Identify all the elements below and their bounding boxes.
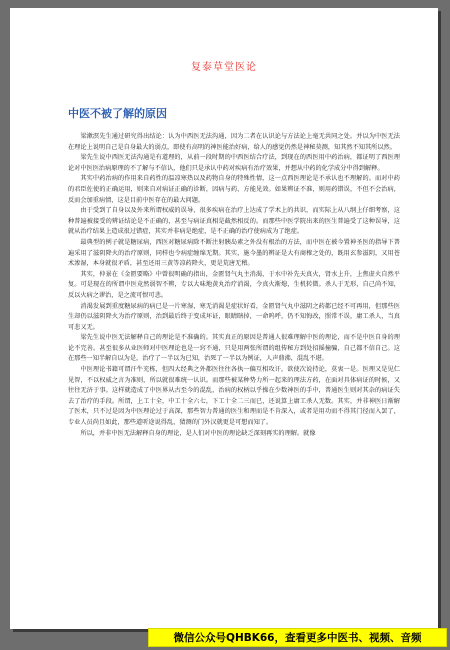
paragraph: 最典型的例子就是糖尿病，西医对糖尿病除不断注射胰岛素之外没有根治的方法，而中医在被今置神圣医的指导下普遍采用了滋阴降火的治疗原则，同样也令病症缠绵无期。其实，施今墨的辨证是大有商榷之处的，既用玄参滋阴，又用苍术渗湿，本身就很矛盾，甚至还用三黄等凉药降火，更是荒唐无稽。: [68, 238, 400, 268]
wechat-promo-banner: 微信公众号QHBK66，查看更多中医书、视频、音频: [148, 628, 447, 647]
document-page: [10, 8, 438, 629]
paragraph: 中医理论书籍可谓汗牛充栋，但四大经典之外都医往往各执一偏互相攻讦，欲使次说持论，莫衷一是。医理又是见仁见智，不以权威之言为准则，所以就很难统一认识。而那些被某种势力所一起来的理法方药，在面对具体病证的时候，又往往无济于事。这样就造成了中医界从古至今的混乱，治病的权柄以乎操在少数神医的手中，普通医生则对其杂的病证失去了治疗的手段。所谓，上工十全，中工十全六七，下工十全二三而已，还说算上庸工杀人无数。其实，并非神医日渐解了医术，只不过是因为中医理论过于高深，那些智力普通的医生和理而是不肯深入，或者是用功而不得其门径而入罢了，专业人员尚且如此，那些道听途说得乱，猜测的门外汉就更是可想而知了。: [68, 366, 400, 427]
chapter-body: [68, 132, 400, 439]
paragraph: 所以，并非中医无法解释自身的理论，是人们对中医的理论缺乏深刻再实的理解。就像: [80, 429, 316, 437]
book-title: 复泰草堂医论: [191, 62, 257, 73]
chapter-title: 中医不被了解的原因: [68, 107, 167, 120]
paragraph: 由于受到了自身以及外来所谓权威的误导，很多疾病在治疗上达成了学术上的共识，而实际上从八纲上仔细考察，这种普遍被接受的辨证结论是不正确的，甚至与病证真相是截然相反的。而那些中医学院出来的医生普遍受了这种误导，这就从治疗结果上造成很过错症，其实并非病是绝症，是不正确的治疗使病成为了绝症。: [68, 207, 400, 236]
paragraph: 梁先生说中医无法解释自己的理论是不准确的。其实真正的原因是普通人很难理解中医的理论，而不是中医自身的理论不完善。甚至很多从业医师对中医理论也是一窍不通，只是用两张所谓的组传秘方到处招摇撞骗，自己都不信自己。这在那些一知半解自以为是，治疗了一半以为已知，治死了一半以为例证，人声鼎沸，混乱不堪。: [68, 334, 400, 363]
paragraph: 消渴发展到重度糖尿病的病已是一片寒湿，寒无消渴是症状好看，金匮肾气丸中滋阴之药都已经不可再用，但那些医生却仍以滋阴降火为治疗原则，治到最后终于变成坏证，眼睛瞎掉，一命呜呼，仍不知悔改，照常不误，庸工杀人，当真可悲又无。: [68, 302, 400, 331]
paragraph: 其实中药治病的作用来自药性的温凉寒热以及药物自身的特殊性情，这一点西医理论是不承认也不理解的。而对中药的君臣佐使的正确运用，则来自对病证正确的诊断，因病与药，方能见效。如果辨证不准，则用药错误，不但不会治病，反而会加重病情，这是目前中医存在的最大问题。: [68, 175, 400, 204]
paragraph: 其实，仲景在《金匮要略》中曾很明确的指出，金匮肾气丸主消渴，于水中补先天真火，肾水上升，上焦虚火自然平复。可是现在的所谓中医竟然弱智不辨，专以大味地黄丸治疗消渴，令真火渐熄，生机转微。杀人于无形，自己尚不知，反以火病之谬治，是之流可恨可悲。: [68, 270, 400, 299]
paragraph: 梁漱溟先生通过研究得出结论：认为中西医无法沟通，因为二者在认识论与方法论上毫无共同之处。并以为中医无法在理论上说明自己是自身最大的弱点，即使有高明的神医能治好病，给人的感觉仍然是神秘莫测，知其然不知其所以然。: [68, 133, 400, 151]
paragraph: 梁先生说中西医无法沟通是有道理的，从前一段时期的中西医结合疗法，到现在的西医用中药治病，都证明了西医理论对中医医治病原理的不了解与不信认，他们只是承认中药对疾病有治疗效果，并想从中药的化学成分中得到解释。: [68, 154, 400, 172]
